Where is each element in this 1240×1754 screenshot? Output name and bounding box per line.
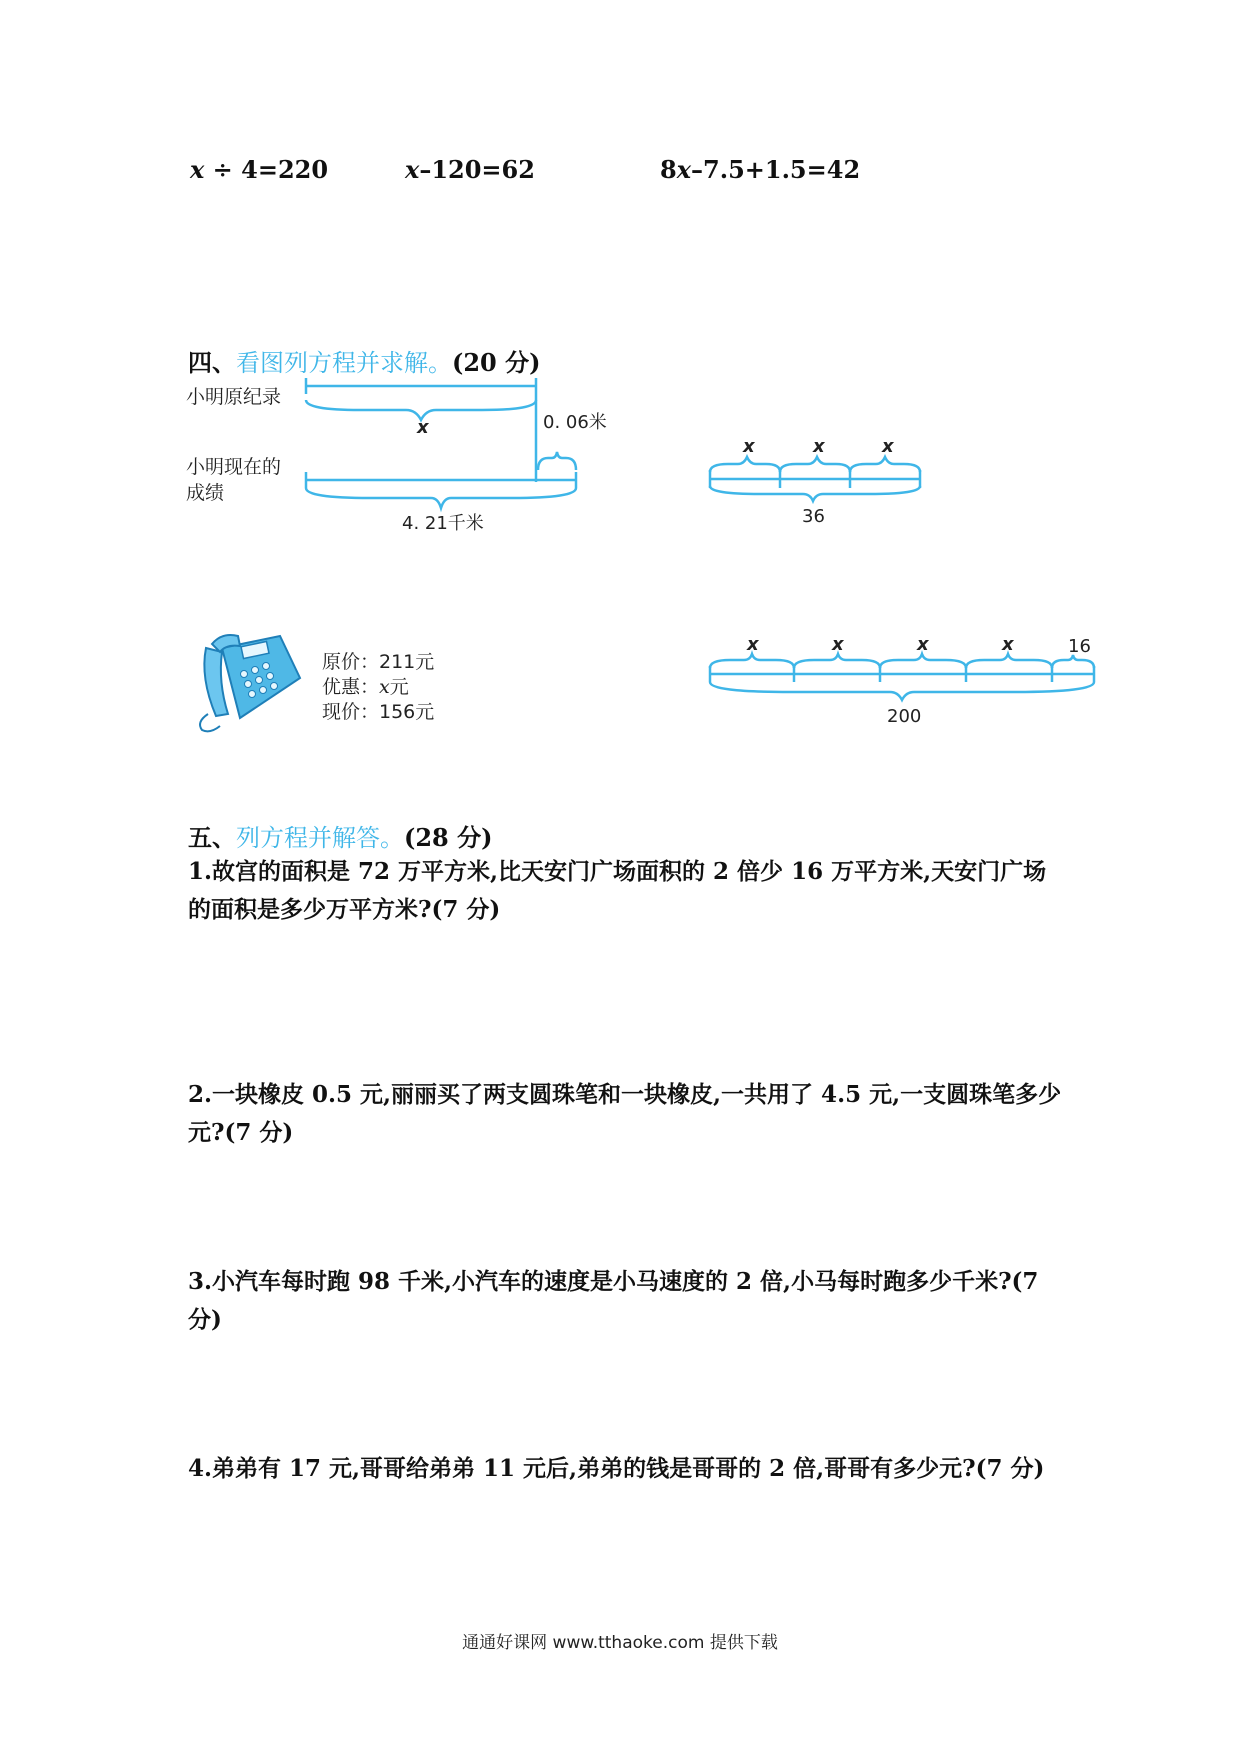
question-2: 2.一块橡皮 0.5 元,丽丽买了两支圆珠笔和一块橡皮,一共用了 4.5 元,一支圆珠笔多少元?(7 分) bbox=[188, 1081, 1062, 1146]
telephone-icon bbox=[200, 635, 300, 731]
diagram4-brace-2 bbox=[794, 654, 880, 668]
diagram4-x-label-1: x bbox=[747, 634, 759, 655]
telephone-picture bbox=[192, 618, 302, 738]
diagram1-x-label: x bbox=[417, 417, 429, 438]
segment-diagram-4 bbox=[700, 628, 1120, 738]
diagram4-extra-label: 16 bbox=[1068, 636, 1091, 657]
diagram1-total-brace bbox=[306, 488, 576, 508]
diagram2-brace-2 bbox=[780, 457, 850, 472]
diagram1-row2-label-line1: 小明现在的 bbox=[186, 456, 282, 478]
section-4-heading: 四、看图列方程并求解。(20 分) bbox=[188, 348, 541, 377]
diagram1-diff-label: 0. 06米 bbox=[543, 412, 607, 433]
diagram1-row2-label-line2: 成绩 bbox=[186, 482, 225, 504]
diagram4-x-label-2: x bbox=[832, 634, 844, 655]
diagram1-total-label: 4. 21千米 bbox=[402, 513, 484, 534]
diagram2-x-label-1: x bbox=[743, 436, 755, 457]
diagram4-total-brace bbox=[710, 682, 1094, 700]
diagram4-x-label-3: x bbox=[917, 634, 929, 655]
original-price: 原价：211元 bbox=[322, 651, 435, 673]
segment-diagram-2 bbox=[700, 430, 940, 530]
diagram4-brace-4 bbox=[966, 654, 1052, 668]
discount-line: 优惠：x元 bbox=[322, 676, 409, 698]
diagram2-total-label: 36 bbox=[802, 506, 825, 527]
question-3: 3.小汽车每时跑 98 千米,小汽车的速度是小马速度的 2 倍,小马每时跑多少千米?(7 分) bbox=[188, 1268, 1039, 1333]
diagram4-total-label: 200 bbox=[887, 706, 922, 727]
diagram2-x-label-3: x bbox=[882, 436, 894, 457]
question-1: 1.故宫的面积是 72 万平方米,比天安门广场面积的 2 倍少 16 万平方米,天安门广场的面积是多少万平方米?(7 分) bbox=[188, 858, 1047, 923]
diagram2-x-label-2: x bbox=[813, 436, 825, 457]
price-info bbox=[322, 650, 434, 725]
segment-diagram-1 bbox=[290, 370, 630, 540]
diagram4-x-label-4: x bbox=[1002, 634, 1014, 655]
question-4: 4.弟弟有 17 元,哥哥给弟弟 11 元后,弟弟的钱是哥哥的 2 倍,哥哥有多少元?(7 分) bbox=[188, 1455, 1045, 1482]
equation-3: 8x–7.5+1.5=42 bbox=[660, 155, 861, 184]
diagram1-row1-label: 小明原纪录 bbox=[186, 386, 282, 408]
diagram2-total-brace bbox=[710, 486, 920, 501]
current-price: 现价：156元 bbox=[322, 701, 435, 723]
diagram2-brace-3 bbox=[850, 457, 920, 472]
equation-2: x–120=62 bbox=[405, 155, 535, 184]
diagram4-brace-3 bbox=[880, 654, 966, 668]
section-5-heading: 五、列方程并解答。(28 分) bbox=[188, 823, 493, 852]
diagram4-brace-1 bbox=[710, 654, 794, 668]
diagram1-diff-brace bbox=[538, 452, 576, 470]
equation-1: x ÷ 4=220 bbox=[190, 155, 329, 184]
diagram2-brace-1 bbox=[710, 457, 780, 472]
footer-source: 通通好课网 www.tthaoke.com 提供下载 bbox=[462, 1633, 778, 1653]
